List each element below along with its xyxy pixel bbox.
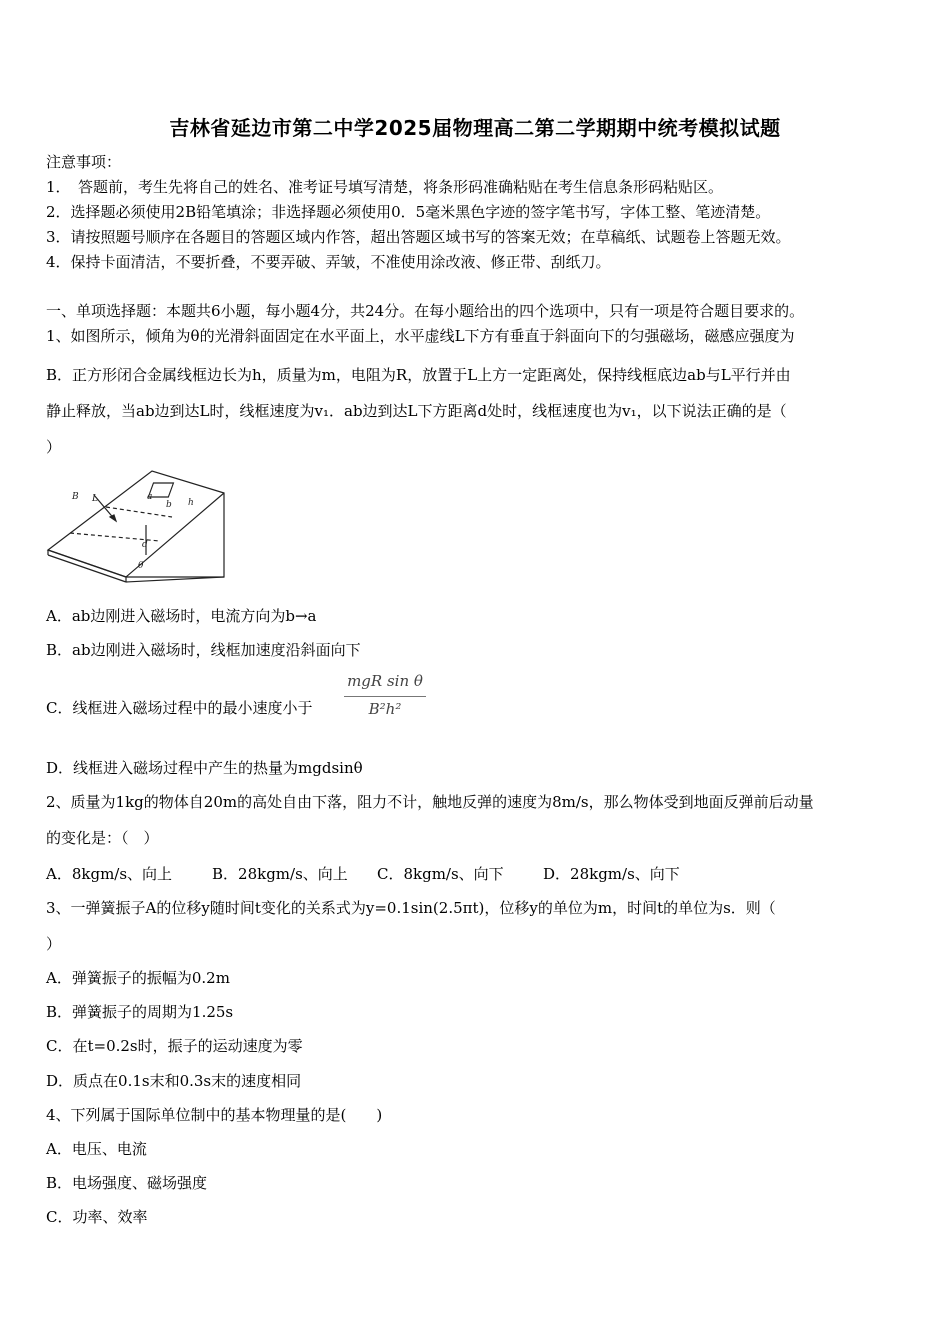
formula-numerator: mgR sin θ — [347, 672, 423, 690]
option-b: B．电场强度、磁场强度 — [46, 1174, 208, 1192]
option-d: D．28kgm/s、向下 — [543, 865, 680, 883]
option-a: A．电压、电流 — [46, 1140, 147, 1158]
question-1-line: 静止释放，当ab边到达L时，线框速度为v₁．ab边到达L下方距离d处时，线框速度也为v₁，以下说法正确的是（ — [46, 402, 787, 420]
option-b: B．ab边刚进入磁场时，线框加速度沿斜面向下 — [46, 641, 361, 659]
notes-item: 4．保持卡面清洁，不要折叠，不要弄破、弄皱，不准使用涂改液、修正带、刮纸刀。 — [46, 253, 611, 271]
option-d: D．线框进入磁场过程中产生的热量为mgdsinθ — [46, 759, 363, 777]
label-d: d — [142, 540, 148, 550]
incline-figure — [42, 465, 228, 583]
formula-fraction — [342, 672, 428, 722]
option-a: A．弹簧振子的振幅为0.2m — [46, 969, 230, 987]
option-a: A．ab边刚进入磁场时，电流方向为b→a — [46, 607, 317, 625]
question-1-line: B．正方形闭合金属线框边长为h，质量为m，电阻为R，放置于L上方一定距离处，保持线框底边ab与L平行并由 — [46, 366, 791, 384]
formula-bar — [344, 696, 426, 697]
question-1-line: 1、如图所示，倾角为θ的光滑斜面固定在水平面上，水平虚线L下方有垂直于斜面向下的匀强磁场，磁感应强度为 — [46, 327, 795, 345]
notes-heading: 注意事项： — [46, 153, 122, 171]
formula-denominator: B²h² — [368, 700, 402, 718]
notes-item: 2．选择题必须使用2B铅笔填涂；非选择题必须使用0．5毫米黑色字迹的签字笔书写，字体工整、笔迹清楚。 — [46, 203, 771, 221]
label-a: a — [147, 492, 153, 502]
option-c: C．在t=0.2s时，振子的运动速度为零 — [46, 1037, 303, 1055]
section-heading: 一、单项选择题：本题共6小题，每小题4分，共24分。在每小题给出的四个选项中，只有一项是符合题目要求的。 — [46, 302, 805, 320]
label-b: b — [166, 500, 172, 510]
notes-item: 3．请按照题号顺序在各题目的答题区域内作答，超出答题区域书写的答案无效；在草稿纸、试题卷上答题无效。 — [46, 228, 791, 246]
question-4-stem: 4、下列属于国际单位制中的基本物理量的是( ) — [46, 1106, 383, 1124]
label-theta: θ — [138, 561, 144, 571]
option-c: C．功率、效率 — [46, 1208, 148, 1226]
page-title: 吉林省延边市第二中学2025届物理高二第二学期期中统考模拟试题 — [169, 116, 781, 140]
notes-item: 1． 答题前，考生先将自己的姓名、准考证号填写清楚，将条形码准确粘贴在考生信息条形码粘贴区。 — [46, 178, 724, 196]
option-c: C．8kgm/s、向下 — [377, 865, 504, 883]
label-B: B — [72, 492, 79, 502]
option-a: A．8kgm/s、向上 — [46, 865, 173, 883]
question-3-line: 3、一弹簧振子A的位移y随时间t变化的关系式为y=0.1sin(2.5πt)，位移y的单位为m，时间t的单位为s．则（ — [46, 899, 776, 917]
option-b: B．28kgm/s、向上 — [212, 865, 348, 883]
question-3-line: ） — [46, 935, 62, 953]
option-b: B．弹簧振子的周期为1.25s — [46, 1003, 234, 1021]
option-c: C．线框进入磁场过程中的最小速度小于 — [46, 699, 313, 717]
label-h: h — [188, 498, 194, 508]
question-2-line: 2、质量为1kg的物体自20m的高处自由下落，阻力不计，触地反弹的速度为8m/s，那么物体受到地面反弹前后动量 — [46, 793, 814, 811]
label-L: L — [92, 494, 98, 504]
incline-outline — [48, 471, 224, 577]
question-2-line: 的变化是：（ ） — [46, 829, 159, 847]
question-1-line: ） — [46, 438, 62, 456]
option-d: D．质点在0.1s末和0.3s末的速度相同 — [46, 1072, 302, 1090]
